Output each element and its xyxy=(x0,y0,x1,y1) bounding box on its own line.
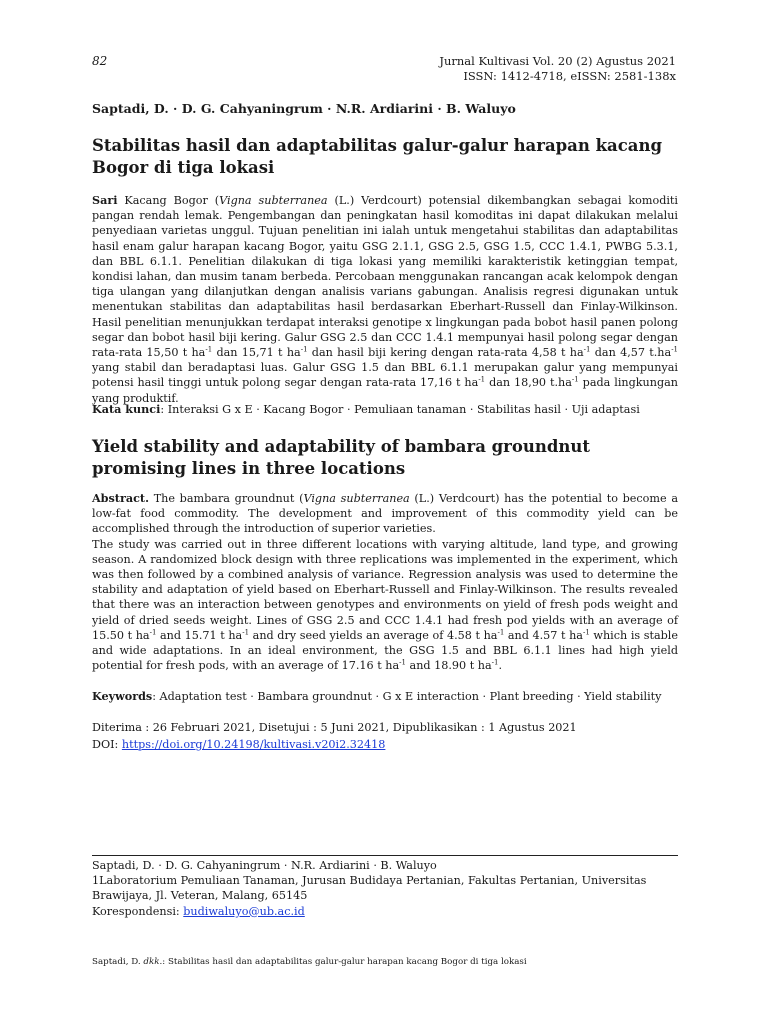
correspondence xyxy=(92,904,678,919)
superscript: -1 xyxy=(571,375,579,384)
keywords-english xyxy=(92,689,678,704)
doi-link[interactable]: https://doi.org/10.24198/kultivasi.v20i2.32418 xyxy=(121,738,386,751)
species-name: Vigna subterranea xyxy=(219,194,328,207)
footnote-authors: Saptadi, D. · D. G. Cahyaningrum · N.R. Ardiarini · B. Waluyo xyxy=(92,859,437,872)
abstract-text: . xyxy=(498,659,503,673)
sari-text: Kacang Bogor ( xyxy=(117,194,220,207)
abstract-text: which is stable and wide adaptations. In an ideal environment, the GSG 1.5 and BBL 6.1.1 lines had high yield potential for fresh pods, with an average of 17.16 t ha xyxy=(92,628,679,673)
sari-text: (L.) Verdcourt) potensial dikembangkan sebagai komoditi pangan rendah lemak. Pengembangan dan peningkatan hasil komoditas ini dapat dilakukan melalui penyediaan varietas unggul. Tujuan penelitian ini ialah untuk mengetahui stabilitas dan adaptabilitas hasil enam galur harapan kacang Bogor, yaitu GSG 2.1.1, GSG 2.5, GSG 1.5, CCC 1.4.1, PWBG 5.3.1, dan BBL 6.1.1. Penelitian dilakukan di tiga lokasi yang memiliki karakteristik ketinggian tempat, kondisi lahan, dan musim tanam berbeda. Percobaan menggunakan rancangan acak kelompok dengan tiga ulangan yang dilanjutkan dengan analisis varians gabungan. Analisis regresi digunakan untuk menentukan stabilitas dan adaptabilitas hasil berdasarkan Eberhart-Russell dan Finlay-Wilkinson. Hasil penelitian menunjukkan terdapat interaksi genotipe x lingkungan pada bobot hasil panen polong segar dan bobot hasil biji kering. Galur GSG 2.5 dan CCC 1.4.1 mempunyai hasil polong segar dengan rata-rata 15,50 t ha xyxy=(92,194,679,360)
superscript: -1 xyxy=(583,345,591,354)
superscript: -1 xyxy=(242,628,250,637)
abstract-text: (L.) Verdcourt) has the potential to become a low-fat food commodity. The development and improvement of this commodity yield can be accomplished through the introduction of superior varieties. xyxy=(92,492,679,536)
abstract-paragraph xyxy=(92,491,678,537)
abstract-label: Abstract. xyxy=(92,491,149,505)
abstract-text: The study was carried out in three different locations with varying altitude, land type, and growing season. A randomized block design with three replications was implemented in the experiment, which was then followed by a combined analysis of variance. Regression analysis was used to determine the stability and adaptation of yield based on Eberhart-Russell and Finlay-Wilkinson. The results revealed that there was an interaction between genotypes and environments on yield of fresh pods weight and yield of dried seeds weight. Lines of GSG 2.5 and CCC 1.4.1 had fresh pod yields with an average of 15.50 t ha xyxy=(92,537,678,642)
keywords-text: : Adaptation test · Bambara groundnut · G x E interaction · Plant breeding · Yield stability xyxy=(152,690,662,703)
journal-header xyxy=(439,54,676,84)
abstract-text: and 4.57 t ha xyxy=(504,628,583,642)
running-footer-text: Saptadi, D. xyxy=(92,957,144,967)
sari-label: Sari xyxy=(92,193,118,207)
correspondence-email-link[interactable]: budiwaluyo@ub.ac.id xyxy=(183,904,305,918)
journal-issn: ISSN: 1412-4718, eISSN: 2581-138x xyxy=(463,69,676,83)
abstract-paragraph xyxy=(92,537,678,674)
species-name: Vigna subterranea xyxy=(303,492,410,505)
doi-label: DOI: xyxy=(92,738,122,751)
correspondence-label: Korespondensi: xyxy=(92,904,184,918)
abstract-text: and 18.90 t ha xyxy=(405,659,492,673)
abstract-english xyxy=(92,491,678,673)
superscript: -1 xyxy=(149,628,157,637)
superscript: -1 xyxy=(671,345,679,354)
doi-line xyxy=(92,737,678,752)
superscript: -1 xyxy=(399,658,406,667)
page-number: 82 xyxy=(92,54,108,68)
title-indonesian: Stabilitas hasil dan adaptabilitas galur-galur harapan kacang Bogor di tiga lokasi xyxy=(92,136,662,177)
superscript: -1 xyxy=(478,375,486,384)
keywords-indonesian xyxy=(92,402,678,417)
abstract-text: The bambara groundnut ( xyxy=(149,492,304,505)
sari-text: dan 4,57 t.ha xyxy=(590,346,672,360)
footnote-divider xyxy=(92,855,678,856)
footnote xyxy=(92,858,678,919)
sari-text: dan 18,90 t.ha xyxy=(485,376,572,390)
journal-citation: Jurnal Kultivasi Vol. 20 (2) Agustus 2021 xyxy=(439,54,676,68)
sari-abstract xyxy=(92,193,678,406)
sari-text: yang stabil dan beradaptasi luas. Galur GSG 1.5 dan BBL 6.1.1 merupakan galur yang mempunyai potensi hasil tinggi untuk polong segar dengan rata-rata 17,16 t ha xyxy=(92,361,678,390)
superscript: -1 xyxy=(205,345,213,354)
sari-text: dan 15,71 t ha xyxy=(212,346,301,360)
abstract-text: and 15.71 t ha xyxy=(156,628,243,642)
superscript: -1 xyxy=(300,345,308,354)
superscript: -1 xyxy=(582,628,590,637)
title-english: Yield stability and adaptability of bambara groundnut promising lines in three locations xyxy=(92,437,591,478)
sari-text: dan hasil biji kering dengan rata-rata 4,58 t ha xyxy=(307,346,584,360)
keywords-text: : Interaksi G x E · Kacang Bogor · Pemuliaan tanaman · Stabilitas hasil · Uji adaptasi xyxy=(160,403,640,416)
keywords-label: Kata kunci xyxy=(92,402,161,416)
abstract-text: and dry seed yields an average of 4.58 t ha xyxy=(249,628,498,642)
publication-dates: Diterima : 26 Februari 2021, Disetujui : 5 Juni 2021, Dipublikasikan : 1 Agustus 2021 xyxy=(92,721,577,734)
sari-text: pada lingkungan yang produktif. xyxy=(92,376,678,405)
running-footer-dkk: dkk. xyxy=(143,957,163,967)
running-footer-text: : Stabilitas hasil dan adaptabilitas galur-galur harapan kacang Bogor di tiga lokasi xyxy=(162,957,527,967)
superscript: -1 xyxy=(491,658,499,667)
author-list: Saptadi, D. · D. G. Cahyaningrum · N.R. Ardiarini · B. Waluyo xyxy=(92,101,516,116)
superscript: -1 xyxy=(497,628,505,637)
footnote-affiliation: 1Laboratorium Pemuliaan Tanaman, Jurusan Budidaya Pertanian, Fakultas Pertanian, Universitas Brawijaya, Jl. Veteran, Malang, 65145 xyxy=(92,874,647,903)
keywords-label: Keywords xyxy=(92,689,153,703)
running-footer xyxy=(92,957,527,967)
